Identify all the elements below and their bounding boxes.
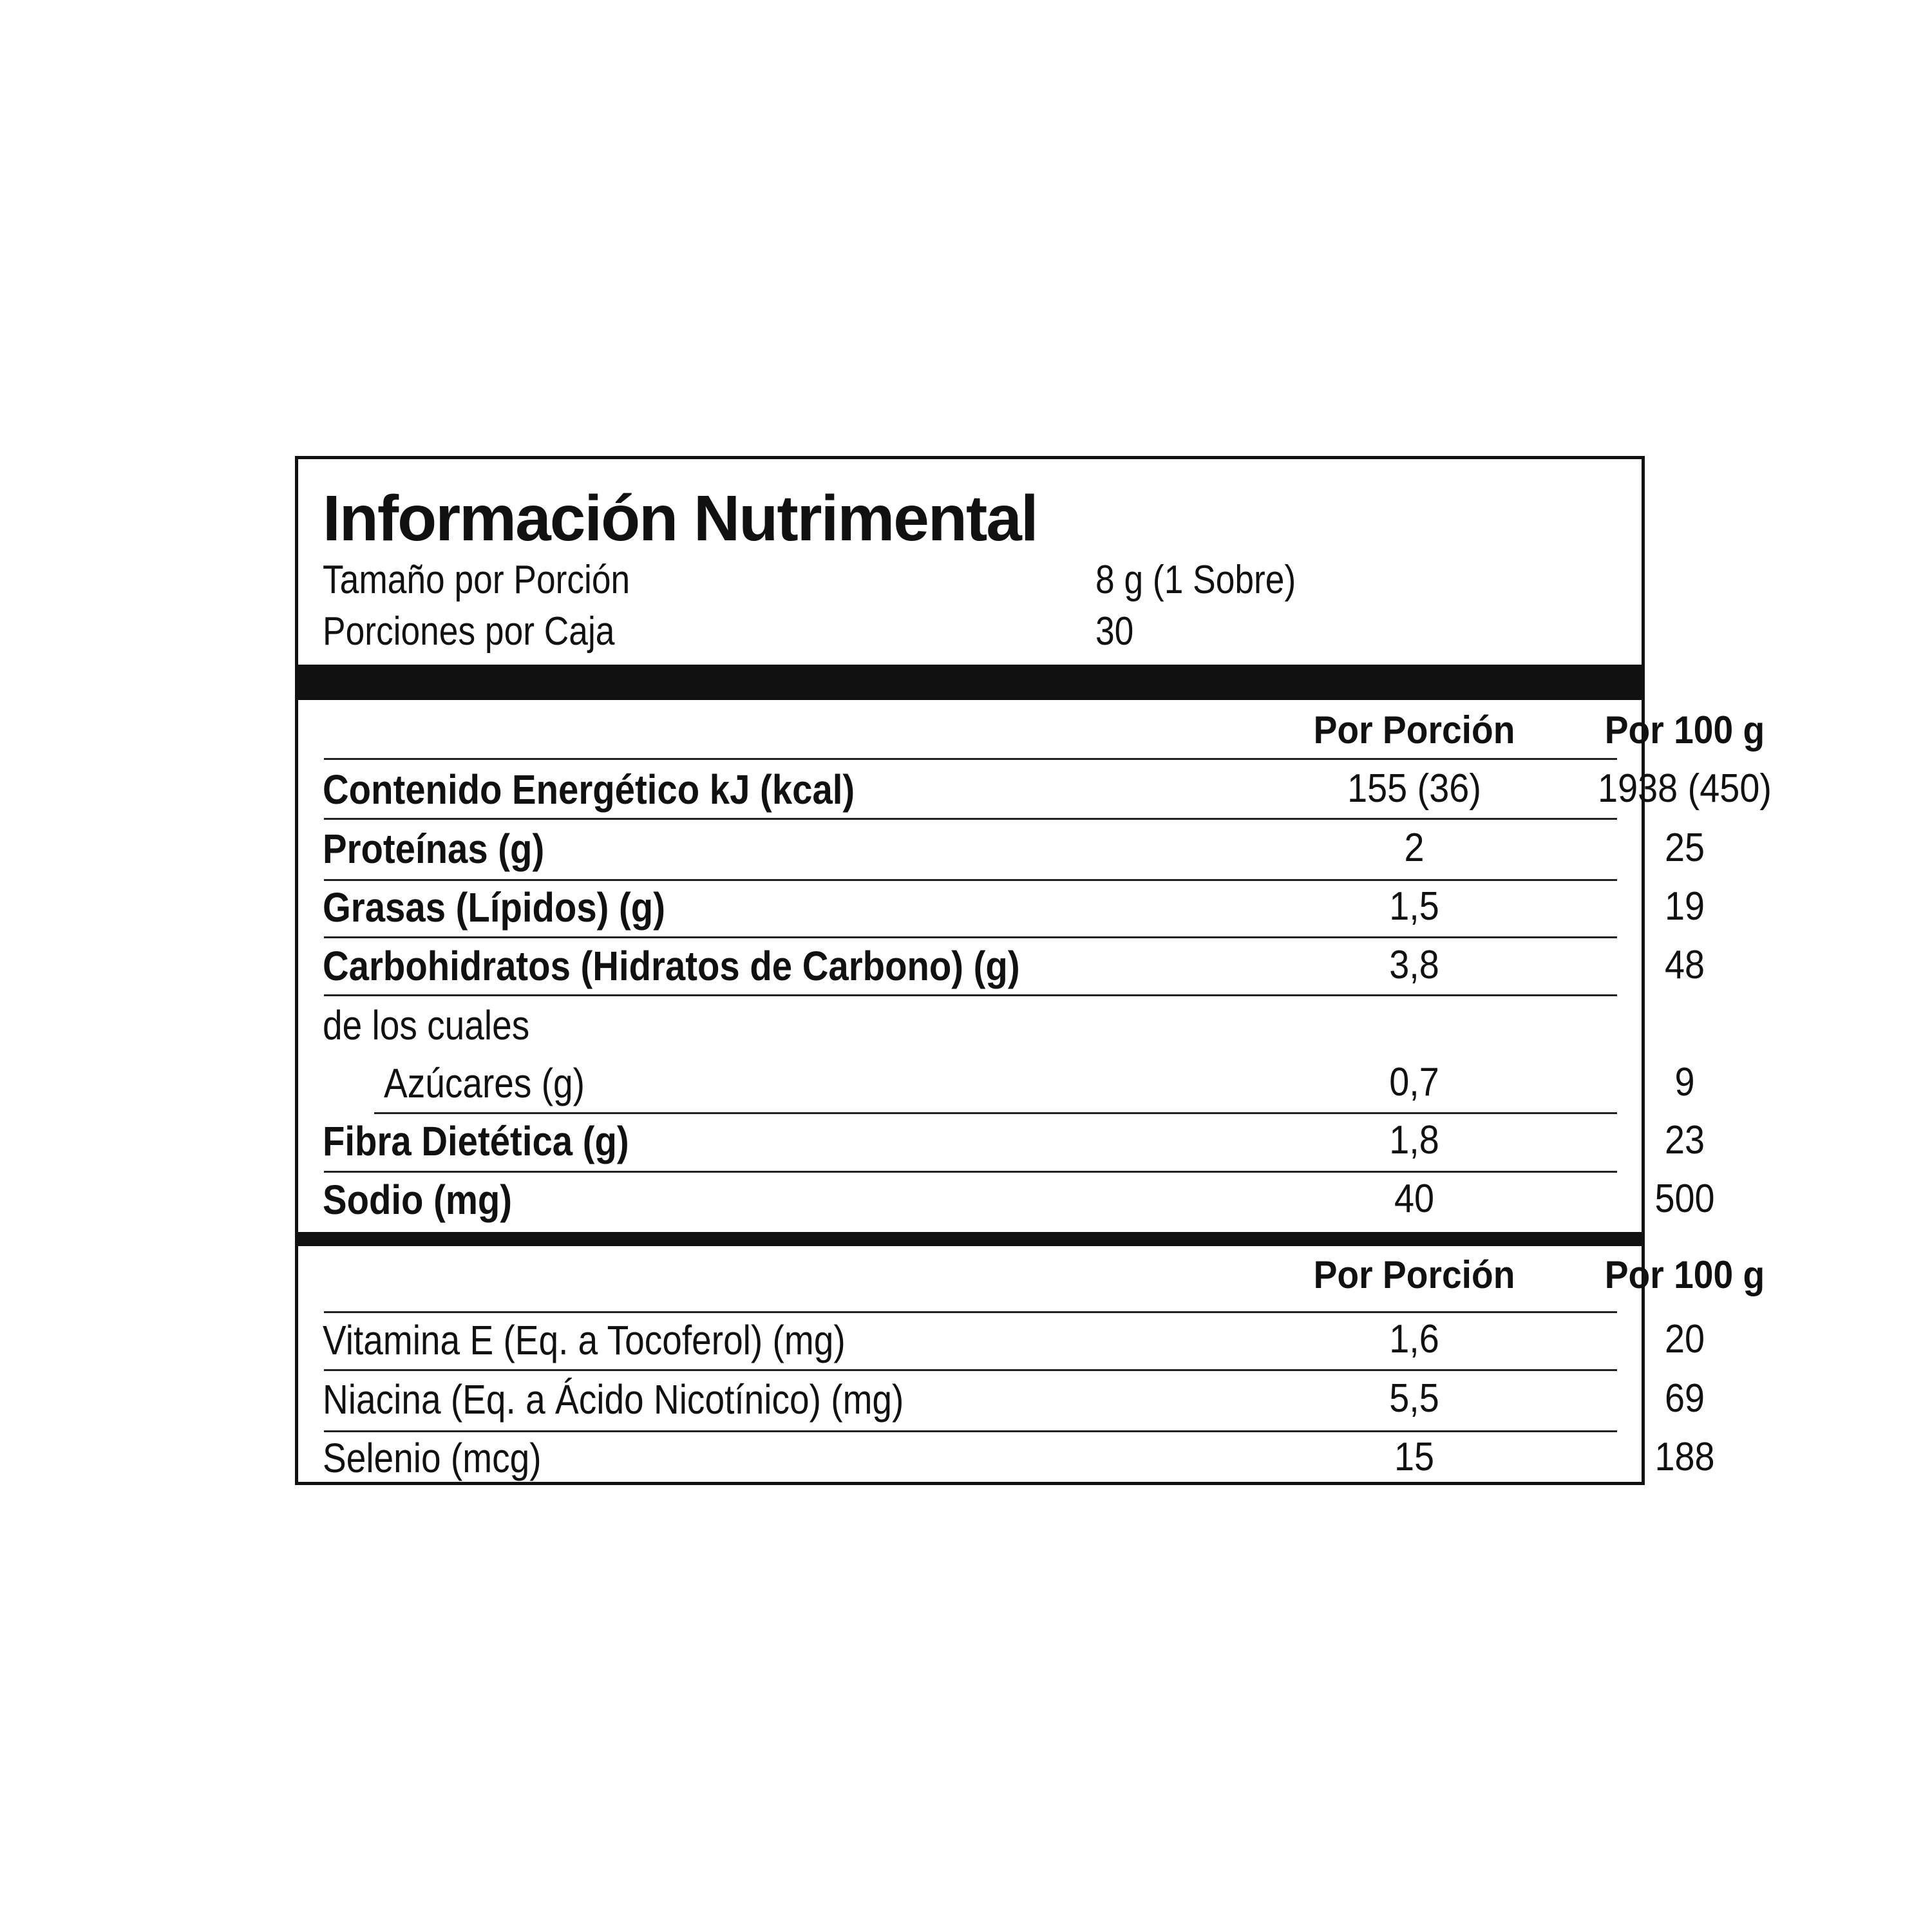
- per-100g-value: 69: [1664, 1376, 1705, 1421]
- label-title: Información Nutrimental: [323, 482, 1037, 554]
- nutrient-name: Contenido Energético kJ (kcal): [323, 766, 855, 813]
- row-divider: [324, 818, 1617, 820]
- row-divider: [324, 1369, 1617, 1371]
- vitamin-name: Vitamina E (Eq. a Tocoferol) (mg): [323, 1317, 846, 1363]
- per-serving-value: 0,7: [1389, 1060, 1439, 1104]
- per-100g-value: 9: [1674, 1060, 1695, 1104]
- serving-size-label: Tamaño por Porción: [323, 558, 630, 602]
- vitamin-name: Niacina (Eq. a Ácido Nicotínico) (mg): [323, 1376, 904, 1423]
- row-divider: [324, 936, 1617, 938]
- nutrient-name: Grasas (Lípidos) (g): [323, 884, 665, 931]
- thick-divider: [295, 1232, 1645, 1246]
- nutrient-subgroup-label: de los cuales: [323, 1002, 530, 1048]
- per-100g-value: 188: [1654, 1435, 1715, 1479]
- row-divider: [324, 758, 1617, 760]
- row-divider: [324, 1311, 1617, 1313]
- per-serving-value: 3,8: [1389, 943, 1439, 987]
- per-100g-value: 20: [1664, 1317, 1705, 1361]
- vitamin-name: Selenio (mcg): [323, 1435, 542, 1481]
- servings-label: Porciones por Caja: [323, 609, 615, 654]
- per-serving-value: 155 (36): [1347, 766, 1481, 811]
- per-100g-value: 19: [1664, 884, 1705, 929]
- per-serving-value: 1,8: [1389, 1118, 1439, 1162]
- per-100g-value: 500: [1654, 1177, 1715, 1221]
- row-divider: [324, 994, 1617, 996]
- nutrient-name: Carbohidratos (Hidratos de Carbono) (g): [323, 943, 1020, 989]
- column-header-per-100g: Por 100 g: [1604, 708, 1765, 752]
- nutrition-facts-panel: [295, 456, 1772, 1485]
- per-serving-value: 40: [1394, 1177, 1435, 1221]
- per-serving-value: 2: [1404, 826, 1425, 870]
- nutrient-name: Sodio (mg): [323, 1177, 513, 1223]
- thick-divider: [295, 665, 1645, 700]
- per-100g-value: 1938 (450): [1598, 766, 1772, 811]
- nutrient-name: Fibra Dietética (g): [323, 1118, 629, 1164]
- nutrient-name: Azúcares (g): [384, 1060, 585, 1106]
- servings-value: 30: [1095, 609, 1134, 654]
- per-serving-value: 15: [1394, 1435, 1435, 1479]
- per-100g-value: 48: [1664, 943, 1705, 987]
- row-divider: [374, 1112, 1617, 1114]
- row-divider: [324, 1171, 1617, 1173]
- row-divider: [324, 1430, 1617, 1432]
- per-100g-value: 25: [1664, 826, 1705, 870]
- column-header-per-serving: Por Porción: [1313, 1253, 1515, 1296]
- row-divider: [324, 879, 1617, 881]
- serving-size-value: 8 g (1 Sobre): [1095, 558, 1296, 602]
- column-header-per-100g: Por 100 g: [1604, 1253, 1765, 1296]
- per-serving-value: 1,6: [1389, 1317, 1439, 1361]
- per-serving-value: 5,5: [1389, 1376, 1439, 1421]
- nutrient-name: Proteínas (g): [323, 826, 545, 872]
- per-serving-value: 1,5: [1389, 884, 1439, 929]
- column-header-per-serving: Por Porción: [1313, 708, 1515, 752]
- per-100g-value: 23: [1664, 1118, 1705, 1162]
